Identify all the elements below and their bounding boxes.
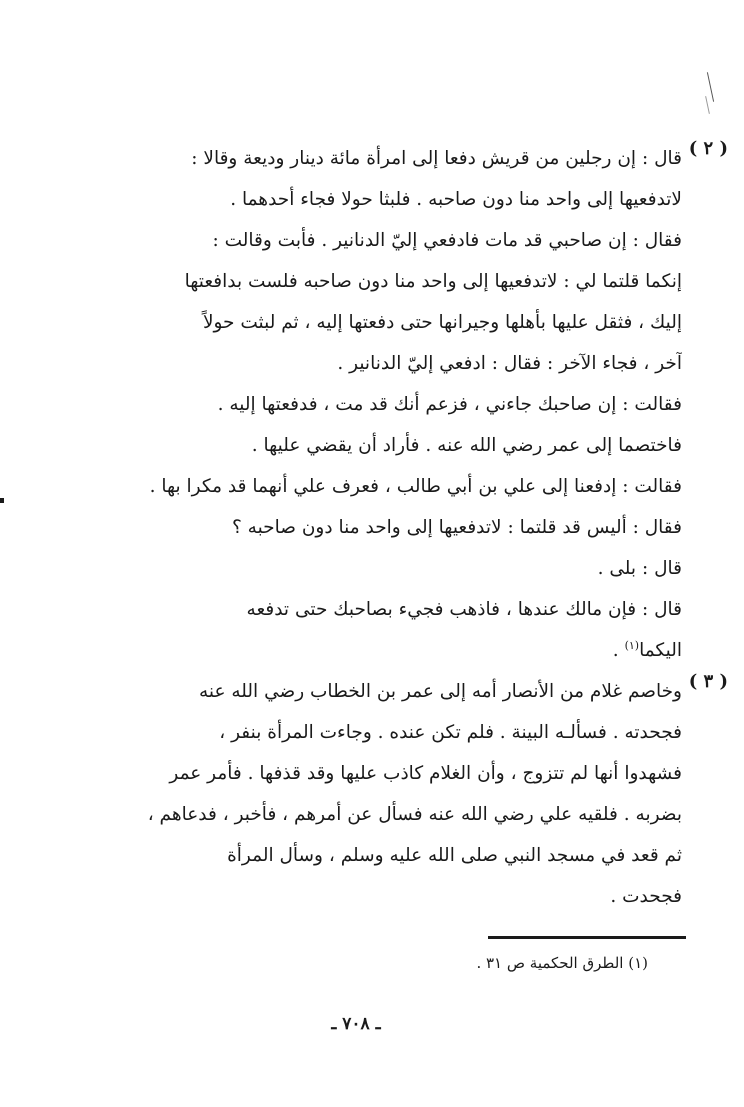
margin-pen-stroke — [705, 96, 710, 114]
text-line: قال : بلى . — [597, 558, 682, 579]
text-line: إنكما قلتما لي : لاتدفعيها إلى واحد منا دون صاحبه فلست بدافعتها — [184, 271, 682, 292]
text-line: فجحدته . فسألـه البينة . فلم تكن عنده . وجاءت المرأة بنفر ، — [219, 722, 682, 743]
text-line: آخر ، فجاء الآخر : فقال : ادفعي إليّ الدنانير . — [337, 353, 682, 374]
text-line-last — [58, 630, 682, 671]
text-line: إليك ، فثقل عليها بأهلها وجيرانها حتى دفعتها إليه ، ثم لبثت حولاً — [202, 312, 682, 333]
text-line: فقالت : إن صاحبك جاءني ، فزعم أنك قد مت ، فدفعتها إليه . — [217, 394, 682, 415]
edge-mark — [0, 498, 4, 503]
footnote-reference: (١) — [624, 638, 640, 652]
body-text — [58, 138, 728, 917]
text-line: فقال : إن صاحبي قد مات فادفعي إليّ الدنانير . فأبت وقالت : — [212, 230, 682, 251]
text-line: فاختصما إلى عمر رضي الله عنه . فأراد أن يقضي عليها . — [251, 435, 682, 456]
page-number: ـ ٧٠٨ ـ — [331, 1014, 381, 1034]
text-line: بضربه . فلقيه علي رضي الله عنه فسأل عن أمرهم ، فأخبر ، فدعاهم ، — [147, 804, 682, 825]
text-line: لاتدفعيها إلى واحد منا دون صاحبه . فلبثا حولا فجاء أحدهما . — [230, 189, 682, 210]
text-fragment: . — [612, 640, 625, 661]
text-line: قال : فإن مالك عندها ، فاذهب فجيء بصاحبك حتى تدفعه — [246, 599, 682, 620]
text-line: فشهدوا أنها لم تتزوج ، وأن الغلام كاذب عليها وقد قذفها . فأمر عمر — [169, 763, 682, 784]
paragraph-number: ( ٣ ) — [688, 671, 728, 692]
text-line: فقال : أليس قد قلتما : لاتدفعيها إلى واحد منا دون صاحبه ؟ — [231, 517, 682, 538]
footnote: (١) الطرق الحكمية ص ٣١ . — [476, 954, 648, 972]
text-line: ثم قعد في مسجد النبي صلى الله عليه وسلم ، وسأل المرأة — [227, 845, 682, 866]
text-line: وخاصم غلام من الأنصار أمه إلى عمر بن الخطاب رضي الله عنه — [198, 681, 682, 702]
text-line: قال : إن رجلين من قريش دفعا إلى امرأة مائة دينار وديعة وقالا : — [191, 148, 682, 169]
text-line: فجحدت . — [610, 886, 682, 907]
footnote-separator — [488, 936, 686, 939]
margin-pen-stroke — [707, 72, 714, 102]
text-fragment: اليكما — [639, 640, 682, 661]
text-line: فقالت : إدفعنا إلى علي بن أبي طالب ، فعرف علي أنهما قد مكرا بها . — [149, 476, 682, 497]
paragraph-number: ( ٢ ) — [688, 138, 728, 159]
